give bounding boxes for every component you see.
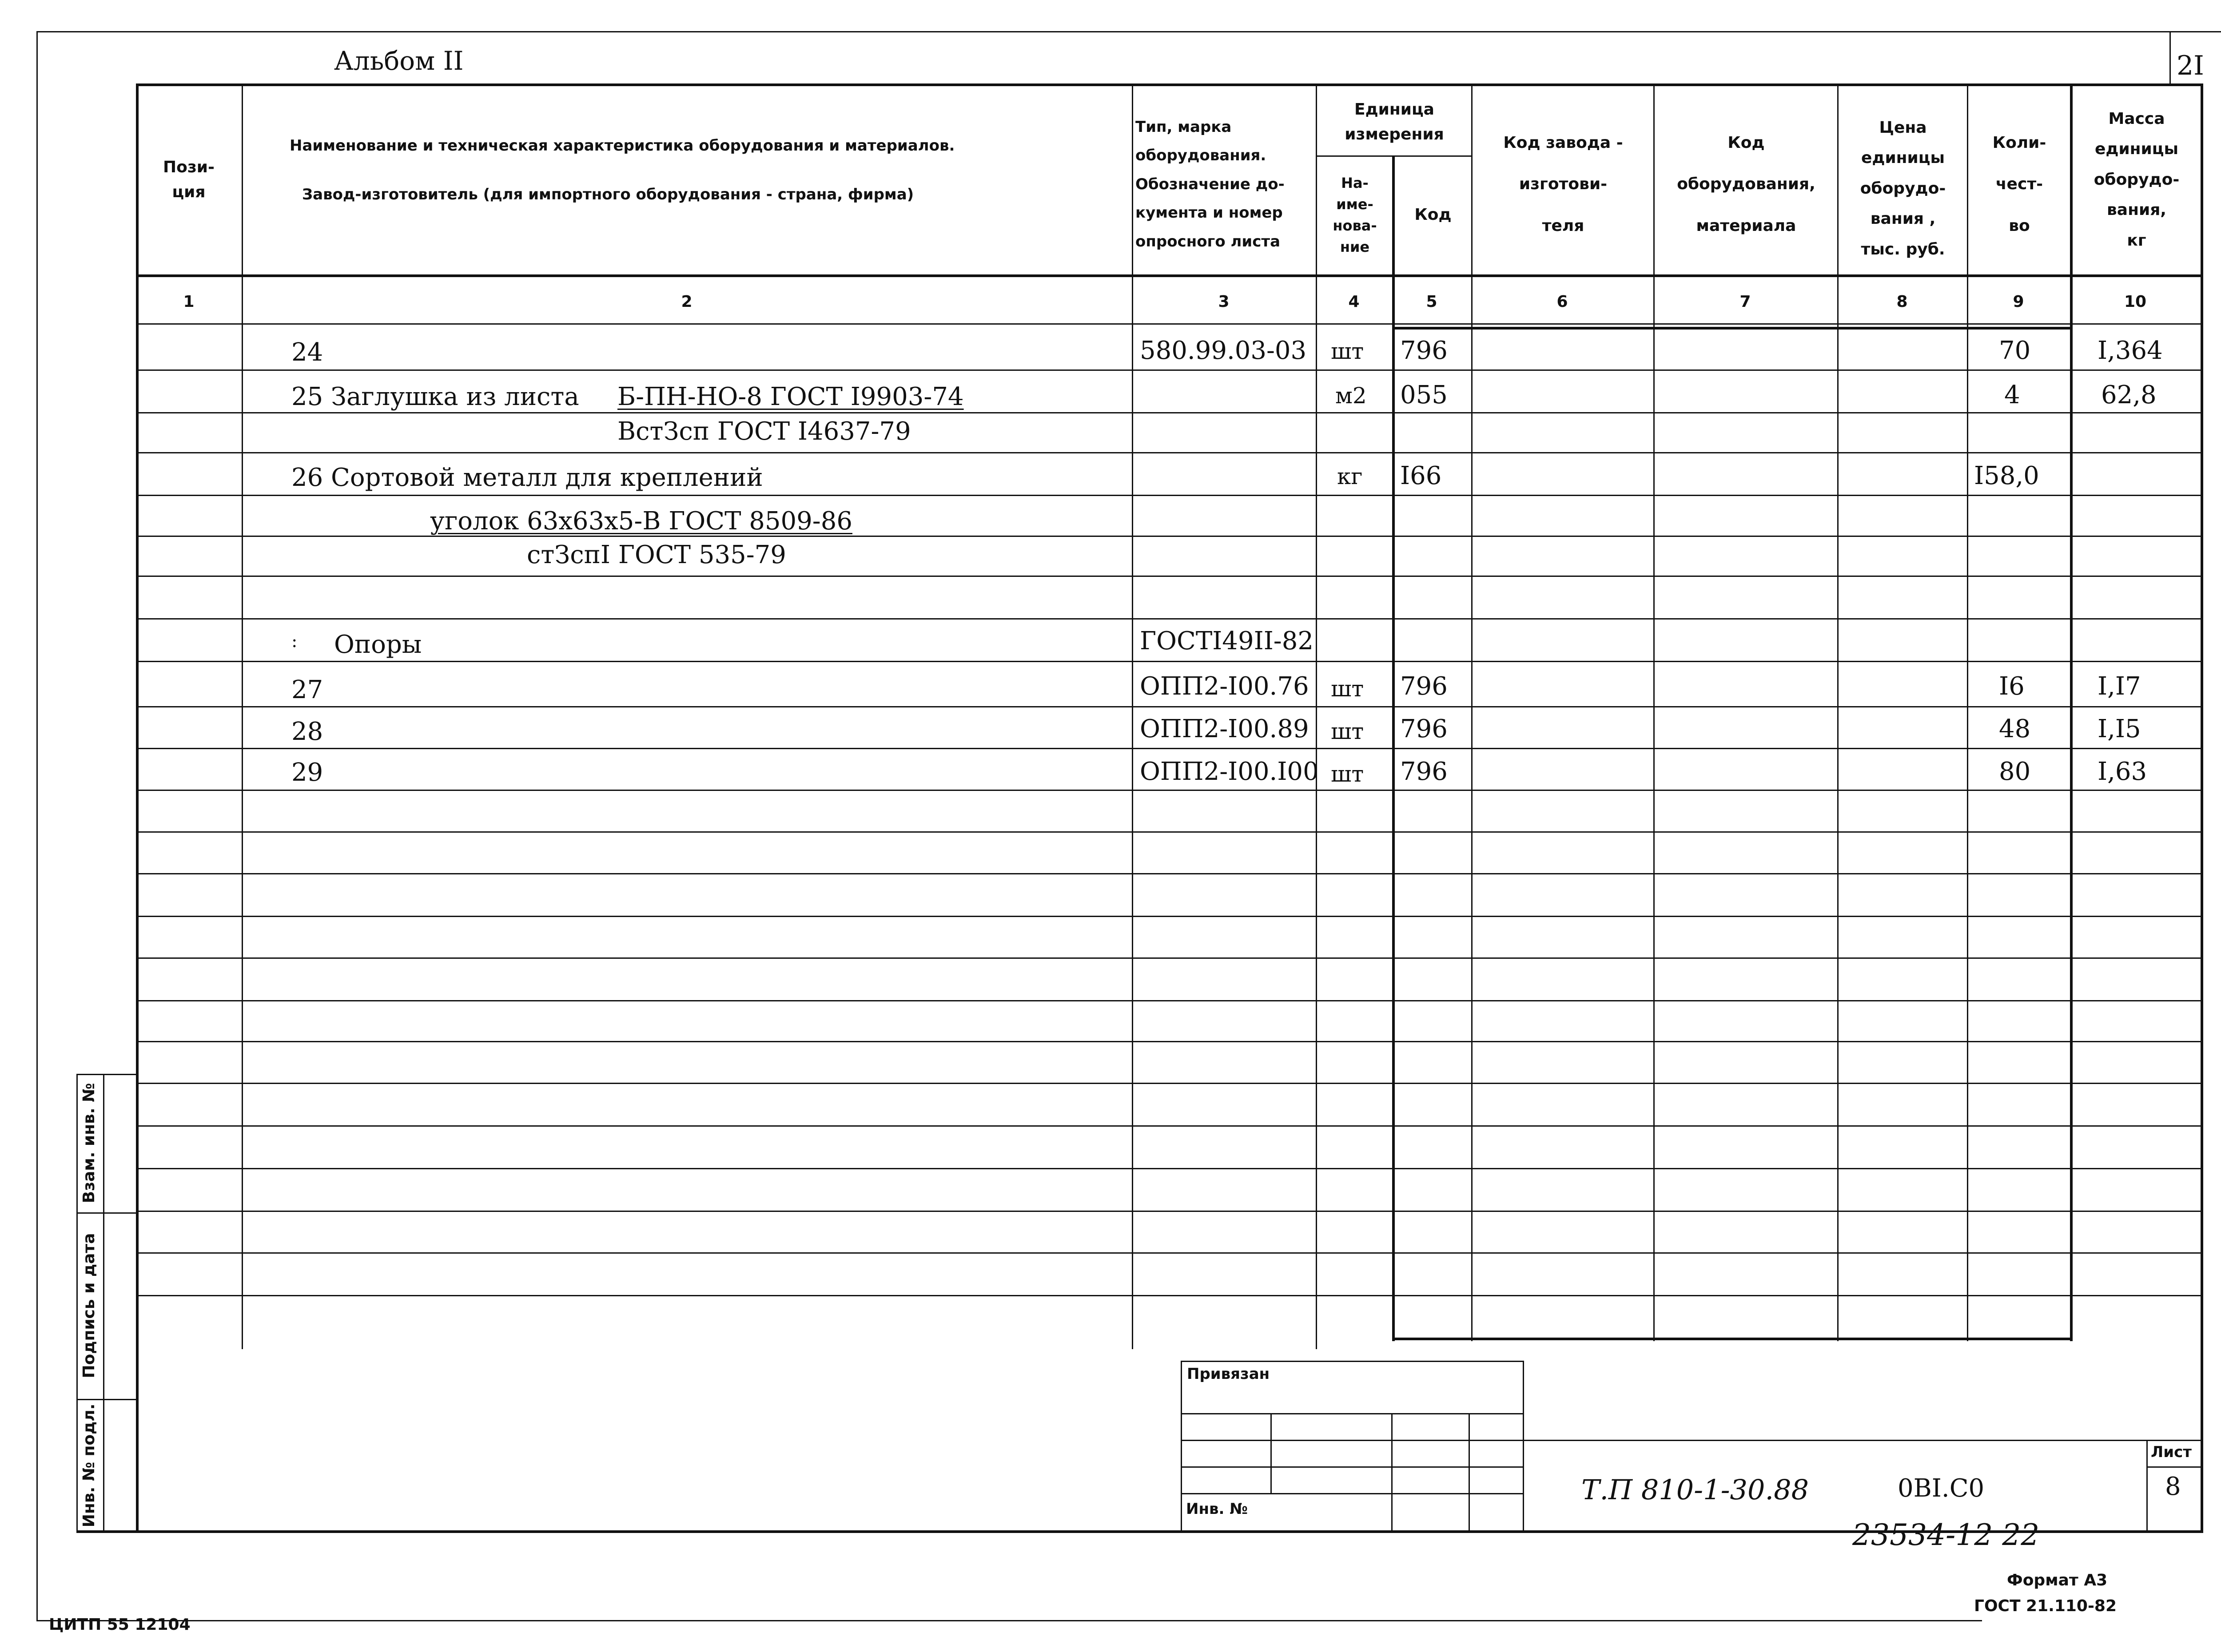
col-line-6 — [1471, 83, 1473, 1341]
project-number: Т.П 810-1-30.88 — [1581, 1473, 1809, 1506]
row-line — [136, 1168, 2203, 1169]
row-line — [136, 1252, 2203, 1254]
privyazan-top — [1181, 1361, 1524, 1362]
row-26-angle: уголок 63х63х5-В ГОСТ 8509-86 — [430, 507, 852, 536]
row-27-qty: I6 — [1999, 672, 2025, 701]
row-line — [136, 1295, 2203, 1296]
row-24-qty: 70 — [1999, 336, 2031, 365]
header-unit-name: На- име- нова- ние — [1333, 175, 1377, 255]
outer-frame-top — [36, 31, 2221, 32]
outer-frame-left — [36, 31, 38, 1621]
col-line-9 — [1967, 83, 1968, 1341]
header-mass: Масса единицы оборудо- вания, кг — [2094, 110, 2180, 250]
header-unit-group: Единица измерения — [1345, 100, 1444, 143]
album-title: Альбом II — [334, 46, 464, 76]
row-28-mass: I,I5 — [2098, 715, 2141, 743]
row-line — [136, 790, 2203, 791]
col-line-8 — [1837, 83, 1839, 1341]
privyazan-right — [1523, 1361, 1524, 1531]
row-26-qty: I58,0 — [1974, 461, 2039, 490]
row-line — [136, 412, 2203, 413]
row-24-code: 796 — [1400, 336, 1448, 365]
list-label: Лист — [2151, 1443, 2192, 1461]
row-line — [136, 873, 2203, 874]
privyazan-label: Привязан — [1187, 1365, 1270, 1383]
row-29-name: 29 — [291, 758, 323, 787]
colnum-3: 3 — [1218, 293, 1230, 311]
row-24-doc: 580.99.03-03 — [1140, 336, 1307, 365]
header-quantity: Коли- чест- во — [1992, 133, 2046, 235]
outer-frame-bottom — [36, 1620, 1982, 1621]
row-25-mass: 62,8 — [2101, 381, 2157, 409]
supports-title: Опоры — [334, 630, 422, 659]
colnum-7: 7 — [1739, 293, 1751, 311]
row-line — [136, 957, 2203, 959]
row-28-name: 28 — [291, 717, 323, 746]
row-line — [136, 576, 2203, 577]
row-28-qty: 48 — [1999, 715, 2031, 743]
header-unit-code: Код — [1414, 206, 1452, 224]
row-27-code: 796 — [1400, 672, 1448, 701]
colnum-9: 9 — [2013, 293, 2024, 311]
sheet-corner-number: 2I — [2177, 50, 2204, 81]
col-line-4 — [1316, 83, 1317, 1349]
colnum-bottom-line — [136, 323, 2203, 325]
colnum-8: 8 — [1896, 293, 1908, 311]
row-28-unit: шт — [1331, 719, 1364, 744]
privyazan-vline2 — [1391, 1413, 1393, 1531]
row-line — [136, 618, 2203, 620]
header-plant-code: Код завода - изготови- теля — [1503, 133, 1623, 235]
row-27-doc: ОПП2-I00.76 — [1140, 672, 1309, 701]
row-24-mass: I,364 — [2098, 336, 2163, 365]
row-29-code: 796 — [1400, 757, 1448, 786]
row-29-unit: шт — [1331, 761, 1364, 787]
col-line-2 — [242, 83, 243, 1349]
gost-label: ГОСТ 21.110-82 — [1974, 1597, 2117, 1615]
row-line — [136, 1000, 2203, 1001]
citp-label: ЦИТП 55 12104 — [49, 1616, 191, 1634]
row-line — [136, 748, 2203, 749]
supports-marker: : — [291, 631, 298, 651]
row-25-material: Б-ПН-НО-8 ГОСТ I9903-74 — [617, 382, 964, 411]
row-line — [136, 1125, 2203, 1127]
header-price: Цена единицы оборудо- вания , тыс. руб. — [1860, 119, 1946, 258]
privyazan-left — [1181, 1361, 1182, 1531]
handwritten-number: 23534-12 22 — [1852, 1518, 2040, 1552]
list-box-left — [2146, 1440, 2148, 1531]
header-bottom-line — [136, 274, 2203, 277]
col-line-3 — [1132, 83, 1133, 1349]
row-29-mass: I,63 — [2098, 757, 2147, 786]
row-25-name: 25 Заглушка из листа — [291, 382, 579, 411]
row-27-mass: I,I7 — [2098, 672, 2141, 701]
colnum-4: 4 — [1348, 293, 1360, 311]
unit-group-divider — [1316, 155, 1471, 157]
header-position: Пози- ция — [163, 158, 215, 201]
header-name-line2: Завод-изготовитель (для импортного оборудования - страна, фирма) — [302, 186, 914, 203]
document-code: 0BI.C0 — [1898, 1474, 1985, 1503]
bold-box-bottom — [1392, 1338, 2073, 1340]
col-line-10 — [2070, 83, 2073, 1341]
colnum-2: 2 — [681, 293, 693, 311]
colnum-1: 1 — [183, 293, 195, 311]
row-line — [136, 706, 2203, 707]
colnum-10: 10 — [2124, 293, 2147, 311]
row-25-code: 055 — [1400, 381, 1448, 409]
list-number: 8 — [2165, 1472, 2181, 1501]
inner-frame-right — [2201, 83, 2203, 1532]
row-line — [136, 1211, 2203, 1212]
inner-frame-top — [136, 83, 2203, 86]
header-equip-code: Код оборудования, материала — [1677, 133, 1815, 235]
row-24-unit: шт — [1331, 338, 1364, 364]
supports-gost: ГОСТI49II-82 — [1140, 627, 1313, 655]
privyazan-line1 — [1181, 1413, 1524, 1414]
row-29-doc: ОПП2-I00.I00 — [1140, 757, 1319, 786]
side-stamp-vzam: Взам. инв. № — [80, 1083, 98, 1203]
row-line — [136, 661, 2203, 662]
colnum-6: 6 — [1556, 293, 1568, 311]
privyazan-vline1 — [1270, 1413, 1272, 1493]
row-27-name: 27 — [291, 675, 323, 704]
row-26-code: I66 — [1400, 461, 1442, 490]
row-25-steel: ВстЗсп ГОСТ I4637-79 — [617, 417, 911, 446]
row-line — [136, 495, 2203, 496]
format-label: Формат А3 — [2007, 1571, 2108, 1589]
privyazan-line3 — [1181, 1466, 1524, 1468]
row-line — [136, 1041, 2203, 1042]
privyazan-line4 — [1181, 1493, 1524, 1494]
list-box-divider — [2146, 1466, 2202, 1468]
row-line — [136, 452, 2203, 453]
row-28-code: 796 — [1400, 715, 1448, 743]
row-line — [136, 369, 2203, 371]
side-stamp-top — [76, 1074, 137, 1075]
row-line — [136, 916, 2203, 917]
col-line-7 — [1653, 83, 1655, 1341]
stamp-main-top — [1523, 1440, 2202, 1441]
privyazan-line2 — [1181, 1440, 1524, 1441]
row-24-name: 24 — [291, 338, 323, 367]
side-stamp-mid — [103, 1074, 104, 1531]
row-26-unit: кг — [1337, 464, 1363, 489]
row-29-qty: 80 — [1999, 757, 2031, 786]
colnum-5: 5 — [1426, 293, 1437, 311]
row-line — [136, 536, 2203, 537]
side-stamp-podpis: Подпись и дата — [80, 1233, 98, 1378]
inv-no-label: Инв. № — [1186, 1500, 1248, 1518]
row-28-doc: ОПП2-I00.89 — [1140, 715, 1309, 743]
bold-box-top — [1392, 327, 2073, 330]
side-stamp-inv: Инв. № подл. — [80, 1403, 98, 1528]
corner-box-left — [2169, 31, 2171, 84]
row-26-name: 26 Сортовой металл для креплений — [291, 463, 763, 492]
row-25-unit: м2 — [1335, 383, 1367, 409]
side-stamp-left — [76, 1074, 78, 1531]
row-line — [136, 831, 2203, 833]
privyazan-vline3 — [1469, 1413, 1470, 1531]
row-27-unit: шт — [1331, 676, 1364, 702]
row-line — [136, 1083, 2203, 1084]
header-type: Тип, марка оборудования. Обозначение до- кумента и номер опросного листа — [1135, 118, 1285, 250]
header-name-line1: Наименование и техническая характеристика оборудования и материалов. — [290, 137, 955, 155]
row-26-steel: стЗспI ГОСТ 535-79 — [527, 540, 786, 569]
row-25-qty: 4 — [2004, 381, 2020, 409]
